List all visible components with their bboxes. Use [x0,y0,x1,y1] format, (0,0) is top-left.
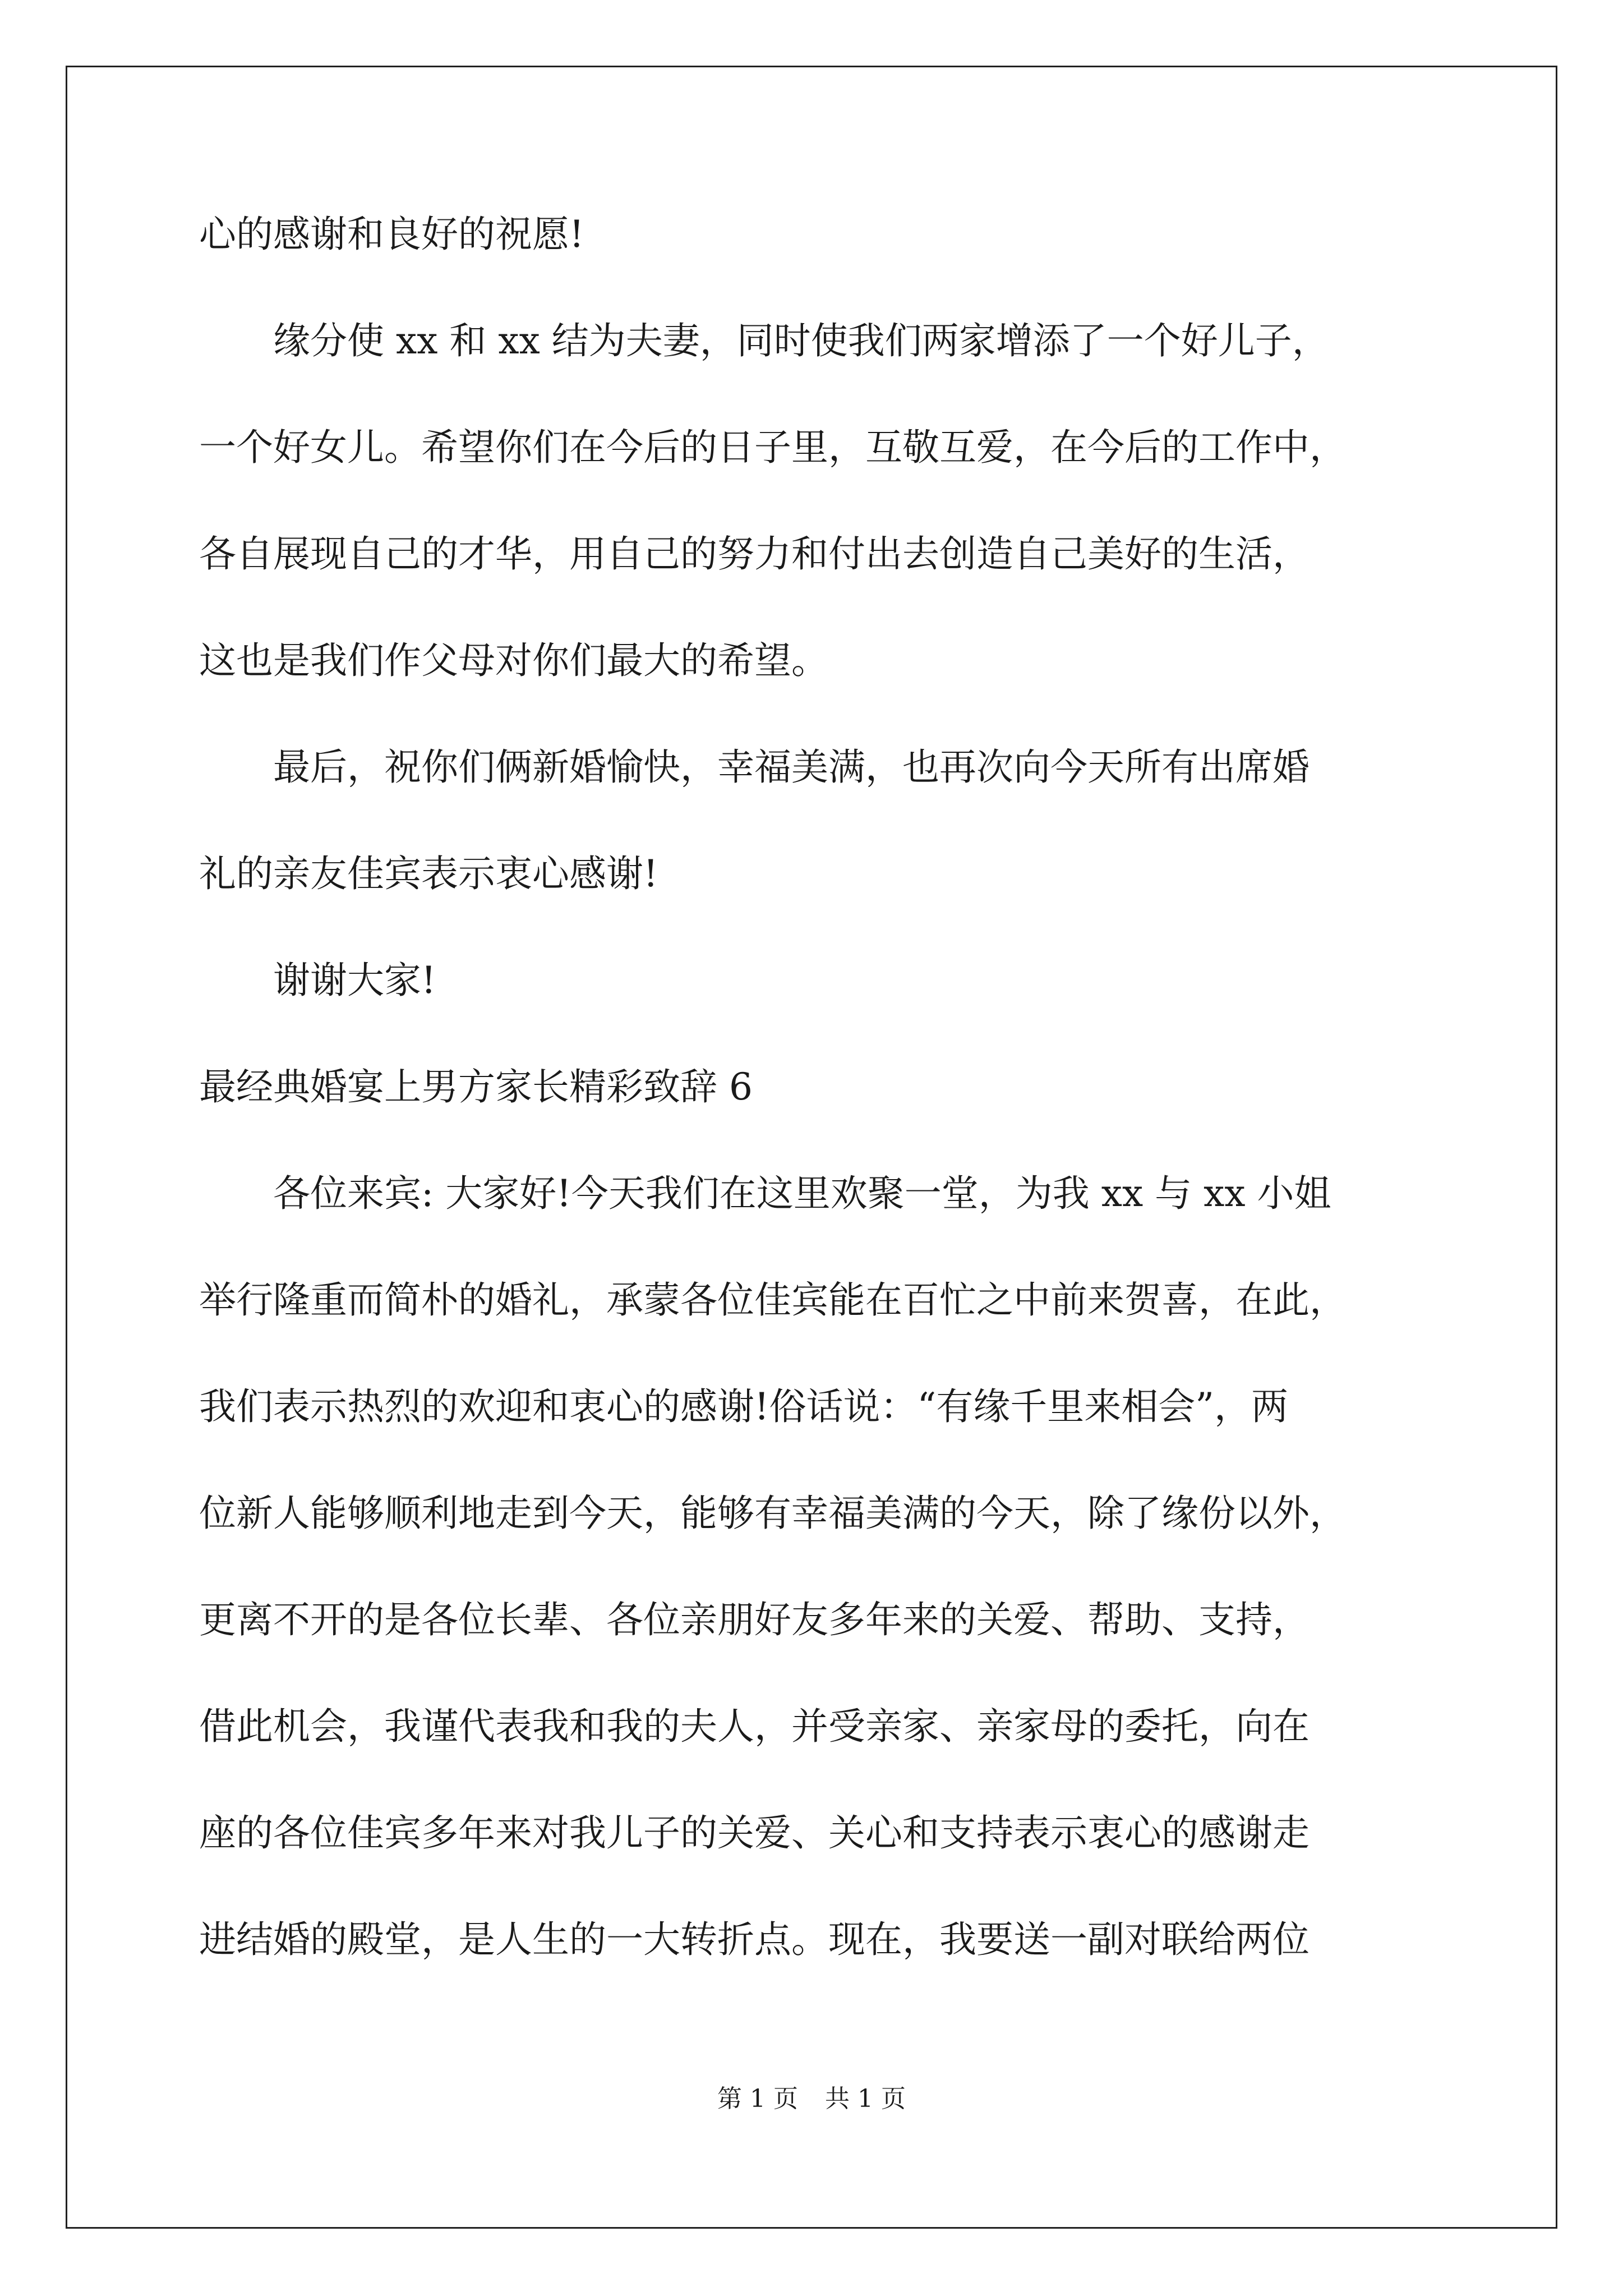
paragraph-line: 位新人能够顺利地走到今天，能够有幸福美满的今天，除了缘份以外， [199,1492,1347,1535]
paragraph-line: 礼的亲友佳宾表示衷心感谢! [199,852,658,895]
paragraph-line: 各位来宾: 大家好!今天我们在这里欢聚一堂，为我 xx 与 xx 小姐 [199,1172,1331,1215]
paragraph-line: 这也是我们作父母对你们最大的希望。 [199,639,828,682]
page-footer [0,2082,1623,2116]
paragraph-line: 缘分使 xx 和 xx 结为夫妻，同时使我们两家增添了一个好儿子， [199,319,1329,362]
paragraph-line: 座的各位佳宾多年来对我儿子的关爱、关心和支持表示衷心的感谢走 [199,1811,1310,1855]
paragraph-line: 我们表示热烈的欢迎和衷心的感谢!俗话说：“有缘千里来相会”，两 [199,1385,1289,1428]
paragraph-line: 更离不开的是各位长辈、各位亲朋好友多年来的关爱、帮助、支持， [199,1598,1310,1641]
paragraph-line: 借此机会，我谨代表我和我的夫人，并受亲家、亲家母的委托，向在 [199,1705,1310,1748]
paragraph-line: 举行隆重而简朴的婚礼，承蒙各位佳宾能在百忙之中前来贺喜，在此， [199,1278,1347,1322]
paragraph-line: 各自展现自己的才华，用自己的努力和付出去创造自己美好的生活， [199,532,1310,576]
paragraph-line: 最后，祝你们俩新婚愉快，幸福美满，也再次向今天所有出席婚 [199,746,1310,789]
paragraph-line: 一个好女儿。希望你们在今后的日子里，互敬互爱，在今后的工作中， [199,426,1347,469]
page-number: 第 1 页 [717,2085,798,2113]
page-total: 共 1 页 [825,2085,906,2113]
paragraph-line: 进结婚的殿堂，是人生的一大转折点。现在，我要送一副对联给两位 [199,1918,1310,1961]
section-heading: 最经典婚宴上男方家长精彩致辞 6 [199,1065,753,1108]
paragraph-line: 谢谢大家! [199,959,436,1002]
paragraph-line: 心的感谢和良好的祝愿! [199,213,584,256]
page-border [66,66,1557,2229]
